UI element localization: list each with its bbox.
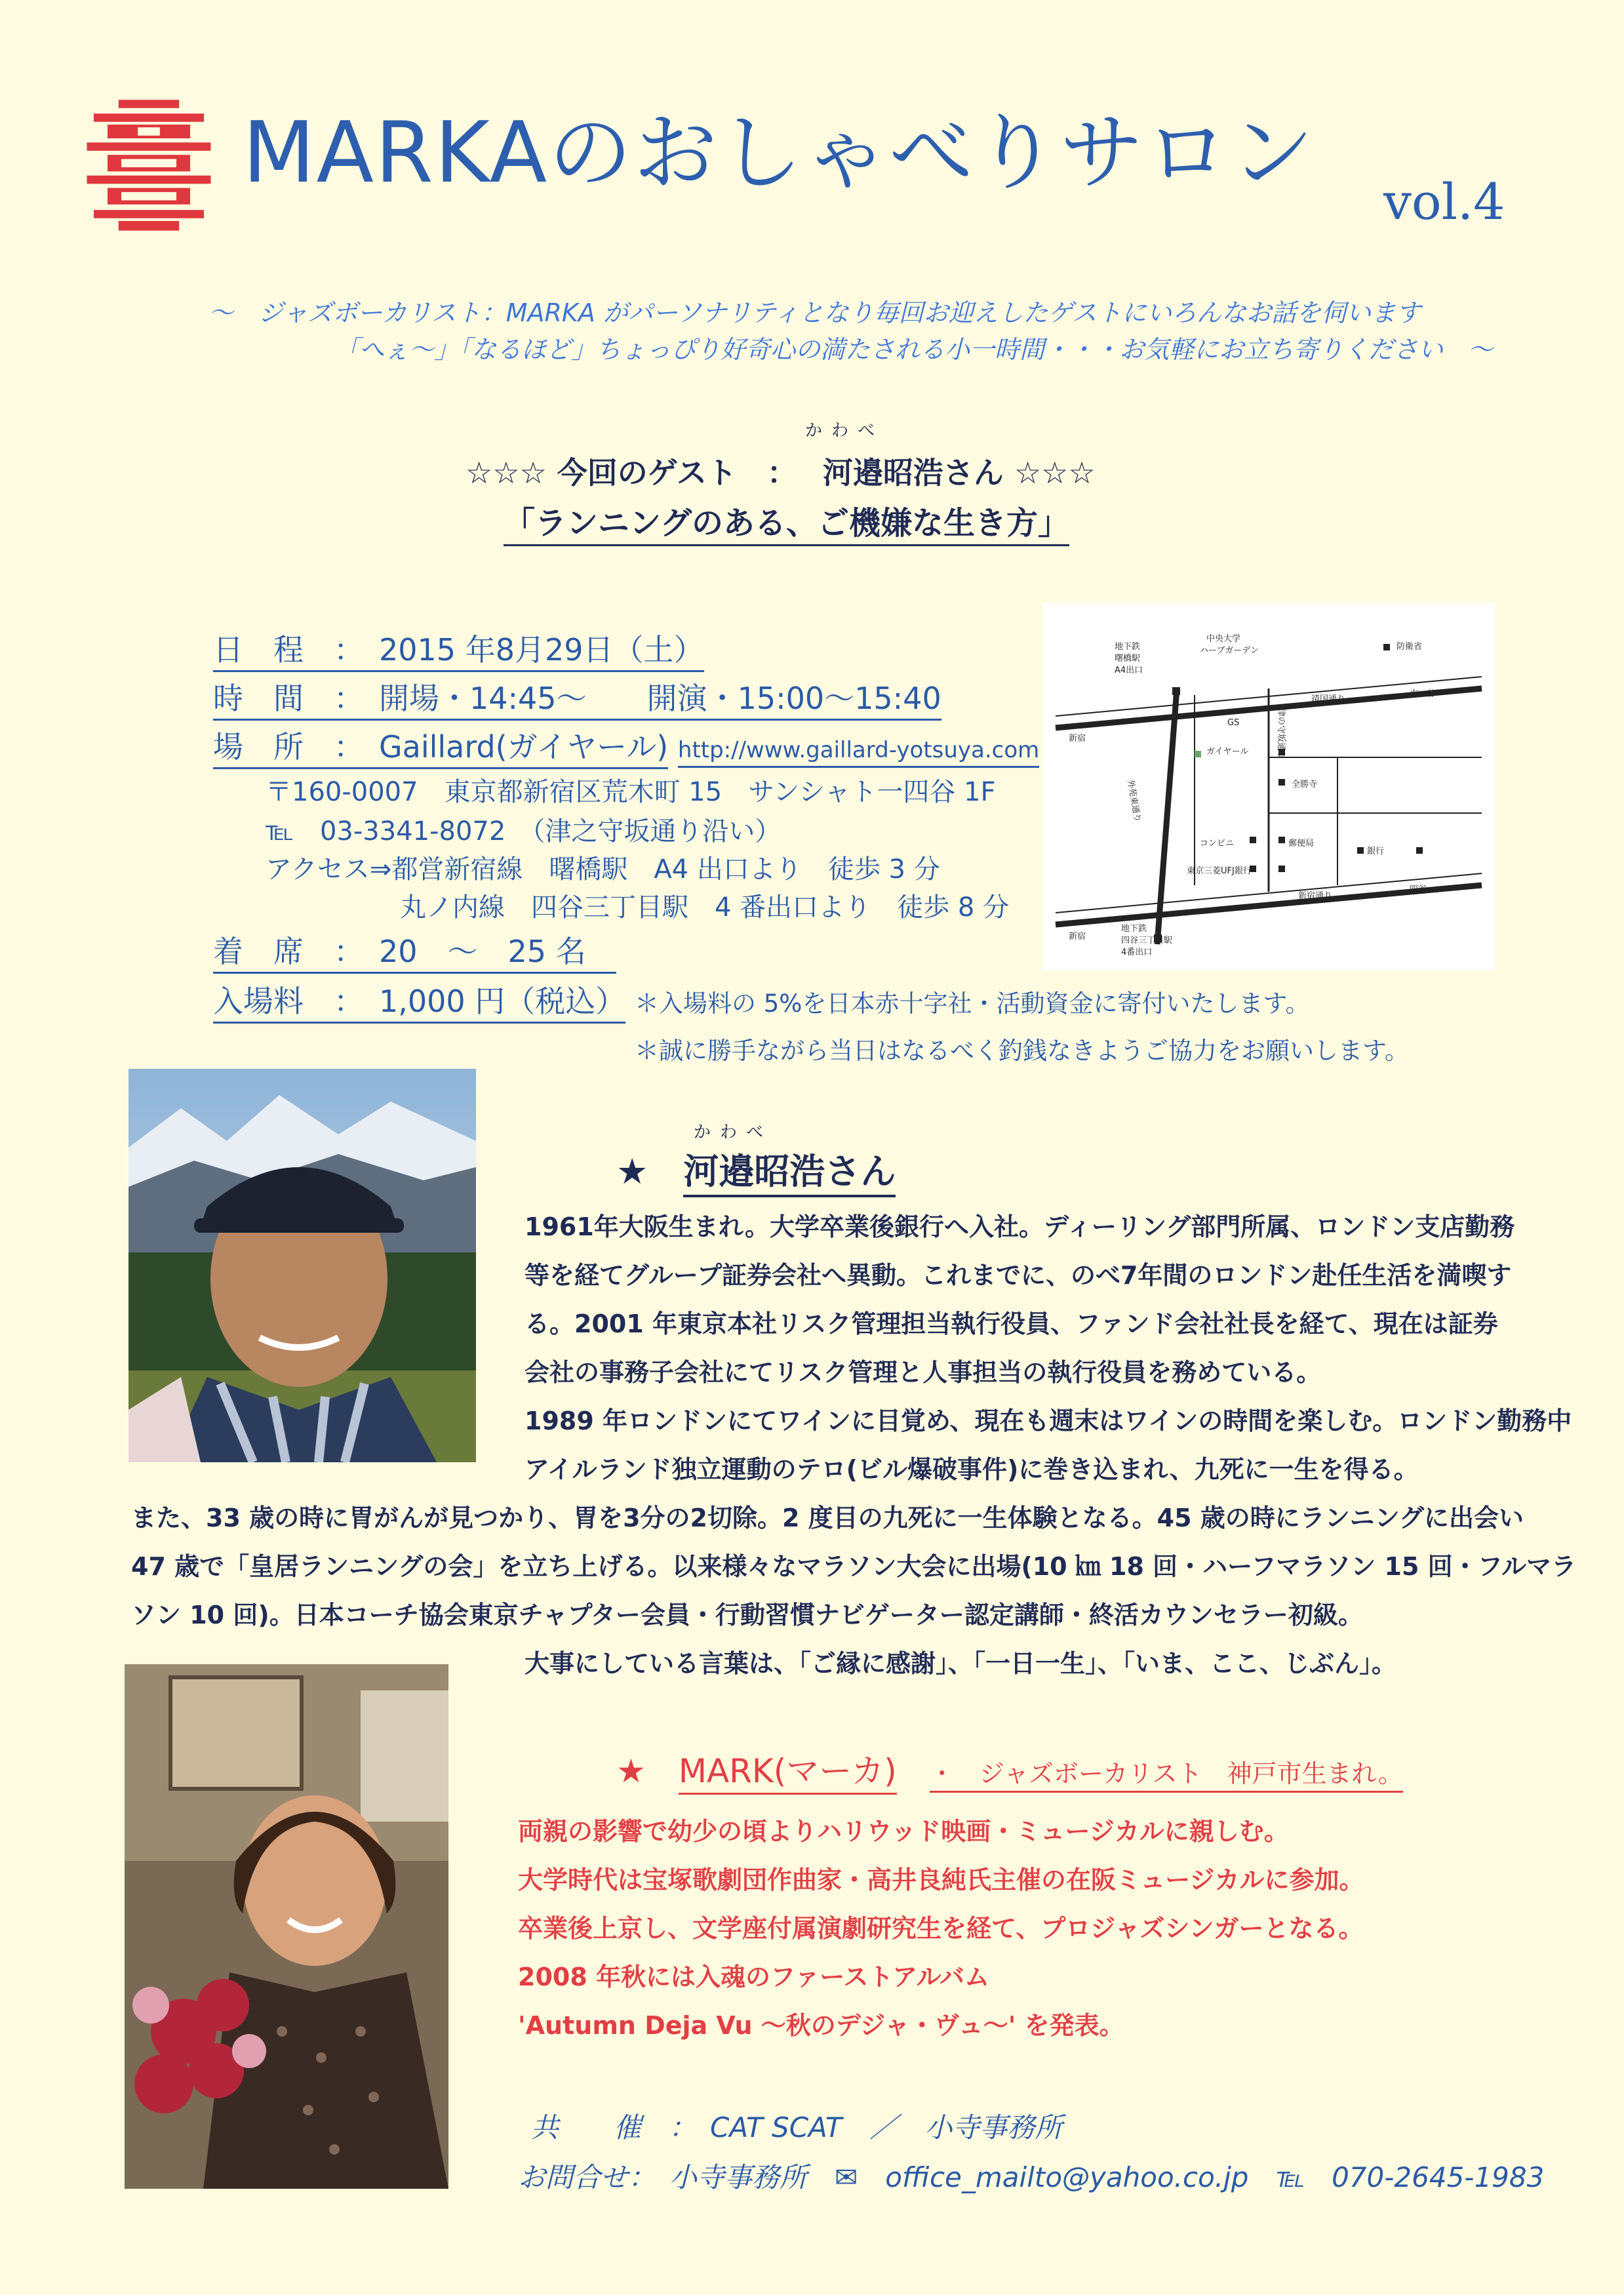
intro-line-1: 〜 ジャズボーカリスト：MARKA がパーソナリティとなり毎回お迎えしたゲストにいろんなお話を伺います bbox=[208, 298, 1421, 327]
marka-desc: ・ ジャズボーカリスト 神戸市生まれ。 bbox=[930, 1759, 1403, 1793]
fee-note-2: ＊誠に勝手ながら当日はなるべく釣銭なきようご協力をお願いします。 bbox=[635, 1037, 1410, 1065]
guest-name: 河邉昭浩さん bbox=[822, 455, 1004, 490]
seats-label: 着 席 bbox=[213, 934, 304, 974]
marka-name: MARK(マーカ) bbox=[679, 1752, 897, 1795]
map-label-metro-top: 地下鉄 bbox=[1115, 642, 1141, 652]
mail-icon: ✉ bbox=[835, 2161, 858, 2193]
marka-bio-line-2: 大学時代は宝塚歌劇団作曲家・高井良純氏主催の在阪ミュージカルに参加。 bbox=[518, 1866, 1364, 1894]
map-label-zenjoji: 全勝寺 bbox=[1292, 780, 1318, 789]
map-label-exit4: 4番出口 bbox=[1121, 948, 1153, 957]
guest-bio-line-6: アイルランド独立運動のテロ(ビル爆破事件)に巻き込まれ、九死に一生を得る。 bbox=[525, 1455, 1419, 1484]
star-icon: ★ bbox=[616, 1752, 646, 1790]
marka-bio-line-5: 'Autumn Deja Vu 〜秋のデジャ・ヴュ〜' を発表。 bbox=[518, 2011, 1124, 2040]
guest-bio-line-9: ソン 10 回)。日本コーチ協会東京チャプター会員・行動習慣ナビゲーター認定講師・終活カウンセラー初級。 bbox=[131, 1601, 1363, 1629]
fee-value: 1,000 円（税込） bbox=[379, 984, 625, 1024]
fee-note-1: ＊入場料の 5%を日本赤十字社・活動資金に寄付いたします。 bbox=[635, 989, 1310, 1018]
guest-bio-line-1: 1961年大阪生まれ。大学卒業後銀行へ入社。ディーリング部門所属、ロンドン支店勤務 bbox=[525, 1212, 1515, 1241]
seats-value: 20 〜 25 名 bbox=[379, 934, 586, 974]
co-host-label: 共 催 ： bbox=[531, 2111, 683, 2144]
contact-email[interactable]: office_mailto@yahoo.co.jp bbox=[885, 2161, 1249, 2193]
stars-right: ☆☆☆ bbox=[1014, 455, 1096, 490]
map-label-univ: 中央大学 bbox=[1206, 634, 1241, 644]
stars-left: ☆☆☆ bbox=[465, 455, 547, 490]
guest-profile-heading bbox=[616, 1151, 896, 1192]
access-line-1: アクセス⇒都営新宿線 曙橋駅 A4 出口より 徒歩 3 分 bbox=[266, 854, 940, 885]
marka-bio-line-1: 両親の影響で幼少の頃よりハリウッド映画・ミュージカルに親しむ。 bbox=[518, 1817, 1289, 1846]
time-label: 時 間 bbox=[213, 681, 304, 721]
map-label-bank: 銀行 bbox=[1367, 847, 1385, 856]
date-value: 2015 年8月29日（土） bbox=[379, 632, 704, 672]
fee-label: 入場料 bbox=[213, 984, 304, 1024]
star-icon: ★ bbox=[616, 1151, 648, 1192]
map-label-yotsuya: 四谷 bbox=[1410, 885, 1427, 894]
co-host-line bbox=[531, 2111, 1063, 2144]
map-label-shinjuku: 新宿 bbox=[1069, 734, 1086, 744]
map-label-gs: GS bbox=[1227, 718, 1240, 728]
intro-line-2: 「へぇ〜」「なるほど」ちょっぴり好奇心の満たされる小一時間・・・お気軽にお立ち寄りください 〜 bbox=[334, 335, 1494, 364]
guest-bio-line-3: る。2001 年東京本社リスク管理担当執行役員、ファンド会社社長を経て、現在は証券 bbox=[525, 1309, 1498, 1338]
place-url-link[interactable]: http://www.gaillard-yotsuya.com bbox=[678, 737, 1039, 768]
map-label-gaillard: ガイヤール bbox=[1206, 747, 1249, 757]
time-start: 開演・15:00〜15:40 bbox=[647, 681, 941, 721]
map-label-garden: ハーブガーデン bbox=[1200, 646, 1259, 656]
map-label-ichigaya: 市ヶ谷 bbox=[1410, 689, 1436, 699]
guest-bio-line-4: 会社の事務子会社にてリスク管理と人事担当の執行役員を務めている。 bbox=[525, 1358, 1322, 1387]
map-label-ministry: 防衛省 bbox=[1396, 642, 1423, 652]
place-row: 場 所 ： Gaillard(ガイヤール) http://www.gaillard-yotsuya.com bbox=[213, 732, 1039, 762]
logo-icon bbox=[80, 97, 218, 235]
time-open: 開場・14:45〜 bbox=[379, 681, 587, 721]
contact-tel: 070-2645-1983 bbox=[1332, 2161, 1545, 2193]
tel-label: ℡ bbox=[1276, 2161, 1305, 2193]
guest-profile-name: 河邉昭浩さん bbox=[683, 1151, 896, 1197]
map-label-gaisen: 外苑東通り bbox=[1125, 779, 1143, 823]
marka-profile-heading bbox=[616, 1752, 1403, 1790]
map-label-shinjuku-dori: 新宿通り bbox=[1298, 891, 1333, 901]
map-label-shinjuku-2: 新宿 bbox=[1069, 932, 1086, 942]
marka-photo bbox=[125, 1664, 448, 2189]
map-label-yasukuni: 靖国通り bbox=[1311, 694, 1346, 704]
guest-bio-line-2: 等を経てグループ証券会社へ異動。これまでに、のべ7年間のロンドン赴任生活を満喫す bbox=[525, 1261, 1512, 1290]
guest-name-ruby: かわべ bbox=[805, 421, 884, 441]
map-label-akebono: 曙橋駅 bbox=[1115, 654, 1141, 664]
access-line-2: 丸ノ内線 四谷三丁目駅 4 番出口より 徒歩 8 分 bbox=[400, 892, 1010, 923]
guest-bio-line-5: 1989 年ロンドンにてワインに目覚め、現在も週末はワインの時間を楽しむ。ロンドン勤務中 bbox=[525, 1407, 1572, 1435]
access-map bbox=[1042, 603, 1495, 970]
volume-label: vol.4 bbox=[1383, 172, 1505, 231]
guest-profile-ruby: かわべ bbox=[694, 1123, 773, 1142]
seats-row: 着 席 ： 20 〜 25 名 bbox=[213, 936, 616, 967]
map-label-tsunokami: 津の守坂通り bbox=[1276, 708, 1286, 760]
contact-org: 小寺事務所 bbox=[669, 2161, 808, 2193]
contact-label: お問合せ： bbox=[518, 2161, 643, 2193]
marka-bio-line-4: 2008 年秋には入魂のファーストアルバム bbox=[518, 1963, 990, 1991]
page-title: MARKAのおしゃべりサロン bbox=[243, 104, 1316, 202]
address-line: 〒160-0007 東京都新宿区荒木町 15 サンシャト一四谷 1F bbox=[266, 777, 996, 807]
guest-bio-line-7: また、33 歳の時に胃がんが見つかり、胃を3分の2切除。2 度目の九死に一生体験となる。45 歳の時にランニングに出会い bbox=[131, 1504, 1524, 1532]
guest-photo bbox=[129, 1069, 476, 1462]
date-label: 日 程 bbox=[213, 632, 304, 672]
contact-line bbox=[518, 2161, 1545, 2193]
fee-row: 入場料 ： 1,000 円（税込） bbox=[213, 986, 625, 1016]
tel-line: ℡ 03-3341-8072 （津之守坂通り沿い） bbox=[266, 816, 782, 847]
map-label-ufj: 東京三菱UFJ銀行 bbox=[1187, 866, 1252, 876]
guest-label: 今回のゲスト ： bbox=[557, 455, 812, 490]
guest-announcement bbox=[465, 455, 1096, 490]
map-label-konbini: コンビニ bbox=[1200, 839, 1235, 848]
map-label-post: 郵便局 bbox=[1288, 839, 1315, 848]
guest-bio-line-10: 大事にしている言葉は、「ご縁に感謝」、「一日一生」、「いま、ここ、じぶん」。 bbox=[525, 1649, 1397, 1678]
map-label-yotsuya3: 四谷三丁目駅 bbox=[1121, 936, 1173, 946]
date-row: 日 程 ： 2015 年8月29日（土） bbox=[213, 635, 704, 665]
marka-bio-line-3: 卒業後上京し、文学座付属演劇研究生を経て、プロジャズシンガーとなる。 bbox=[518, 1914, 1364, 1943]
talk-subtitle: 「ランニングのある、ご機嫌な生き方」 bbox=[504, 505, 1069, 546]
map-label-metro-bottom: 地下鉄 bbox=[1121, 924, 1147, 934]
map-label-a4: A4出口 bbox=[1115, 666, 1143, 675]
guest-bio-line-8: 47 歳で「皇居ランニングの会」を立ち上げる。以来様々なマラソン大会に出場(10 ㎞ 18 回・ハーフマラソン 15 回・フルマラ bbox=[131, 1552, 1577, 1581]
co-host-value: CAT SCAT ／ 小寺事務所 bbox=[710, 2111, 1063, 2144]
place-label: 場 所 bbox=[213, 729, 304, 769]
time-row: 時 間 ： 開場・14:45〜 開演・15:00〜15:40 bbox=[213, 683, 941, 713]
place-value: Gaillard(ガイヤール) bbox=[379, 729, 668, 769]
